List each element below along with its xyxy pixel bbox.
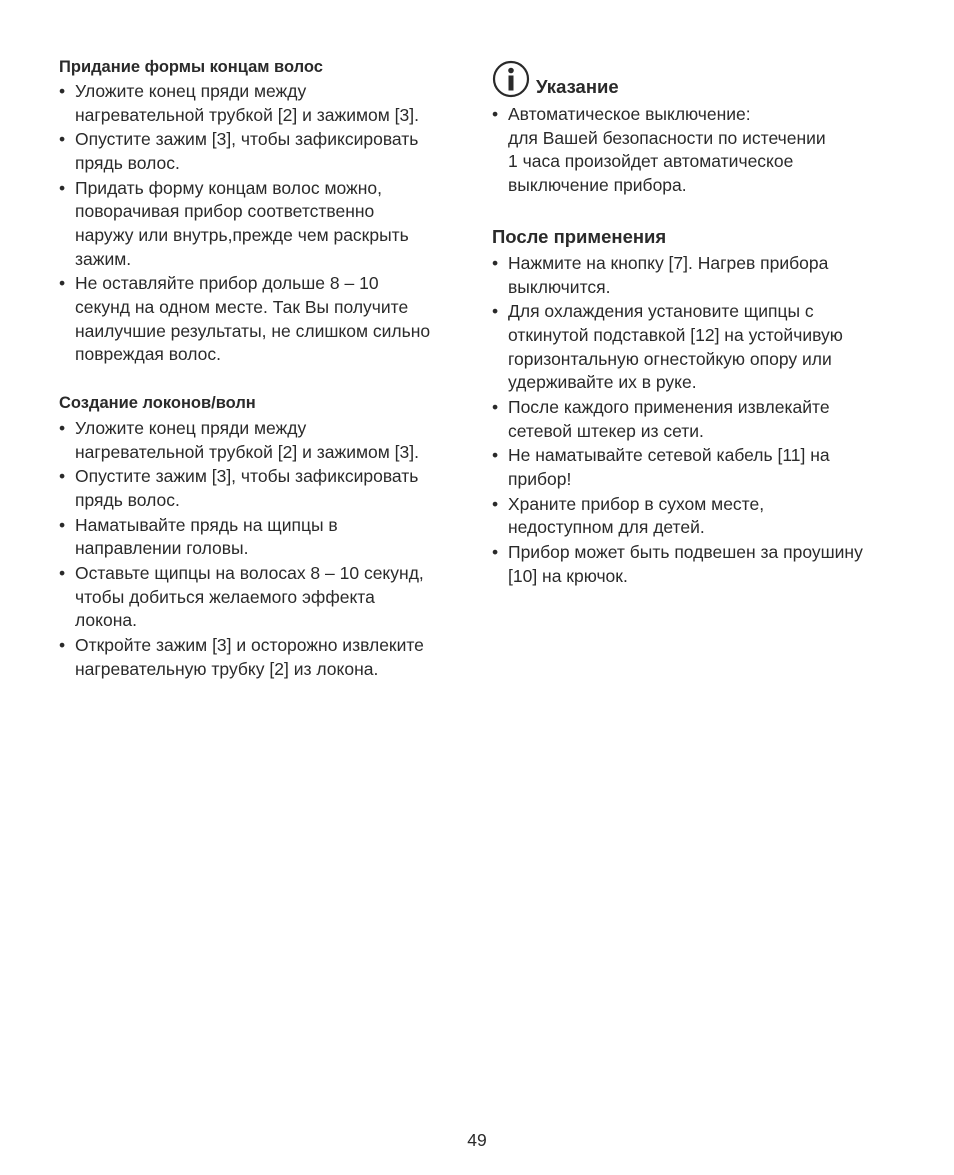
list-item xyxy=(59,177,469,271)
bullet-dot: • xyxy=(492,396,499,417)
list-item xyxy=(59,80,469,127)
bullet-list-hair-ends xyxy=(59,80,469,368)
list-item xyxy=(492,103,912,197)
note-title: Указание xyxy=(536,76,619,97)
list-item xyxy=(492,396,912,443)
list-item-text: Откройте зажим [3] и осторожно извлеките нагревательную трубку [2] из локона. xyxy=(75,635,424,679)
bullet-dot: • xyxy=(59,418,66,438)
bullet-dot: • xyxy=(492,542,499,563)
list-item xyxy=(59,562,469,633)
list-item-text: Опустите зажим [3], чтобы зафиксировать прядь волос. xyxy=(75,466,419,510)
list-item xyxy=(492,541,912,588)
list-item-text: Оставьте щипцы на волосах 8 – 10 секунд, чтобы добиться желаемого эффекта локона. xyxy=(75,563,424,631)
bullet-dot: • xyxy=(492,104,499,124)
list-item-text: Опустите зажим [3], чтобы зафиксировать прядь волос. xyxy=(75,129,419,173)
list-item xyxy=(59,272,469,366)
bullet-list-curls-waves xyxy=(59,417,469,682)
list-item-text: Не оставляйте прибор дольше 8 – 10 секунд на одном месте. Так Вы получите наилучшие результаты, не слишком сильно повреждая волос. xyxy=(75,273,431,365)
list-item xyxy=(59,634,469,681)
list-item xyxy=(492,493,912,540)
bullet-dot: • xyxy=(59,563,66,584)
bullet-dot: • xyxy=(59,177,66,198)
bullet-list-after-use xyxy=(492,252,912,589)
bullet-dot: • xyxy=(59,129,66,150)
section-title-after-use: После применения xyxy=(492,226,667,247)
bullet-dot: • xyxy=(492,445,499,466)
bullet-dot: • xyxy=(59,81,66,101)
list-item-text: Прибор может быть подвешен за проушину [10] на крючок. xyxy=(508,542,863,586)
note-bullet-list xyxy=(492,103,912,199)
list-item xyxy=(492,300,912,394)
list-item-text: Уложите конец пряди между нагревательной трубкой [2] и зажимом [3]. xyxy=(75,418,419,462)
list-item xyxy=(59,465,469,512)
bullet-dot: • xyxy=(492,493,499,514)
list-item-text: После каждого применения извлекайте сетевой штекер из сети. xyxy=(508,396,830,441)
section-title-hair-ends: Придание формы концам волос xyxy=(59,58,323,76)
bullet-dot: • xyxy=(59,466,66,487)
bullet-dot: • xyxy=(492,253,499,273)
list-item-text: Храните прибор в сухом месте, недоступном для детей. xyxy=(508,493,765,538)
bullet-dot: • xyxy=(492,301,499,322)
list-item-text: Автоматическое выключение: для Вашей безопасности по истечении 1 часа произойдет автоматическое выключение прибора. xyxy=(508,104,826,195)
page-number: 49 xyxy=(467,1130,487,1150)
bullet-dot: • xyxy=(59,273,66,294)
bullet-dot: • xyxy=(59,514,66,535)
list-item xyxy=(59,417,469,464)
list-item-text: Придать форму концам волос можно, поворачивая прибор соответственно наружу или внутрь,прежде чем раскрыть зажим. xyxy=(75,177,409,269)
info-icon xyxy=(492,60,530,98)
bullet-dot: • xyxy=(59,635,66,656)
list-item xyxy=(59,514,469,561)
list-item-text: Нажмите на кнопку [7]. Нагрев прибора выключится. xyxy=(508,253,829,297)
list-item-text: Уложите конец пряди между нагревательной трубкой [2] и зажимом [3]. xyxy=(75,81,419,125)
list-item-text: Наматывайте прядь на щипцы в направлении головы. xyxy=(75,514,338,559)
list-item-text: Для охлаждения установите щипцы с откинутой подставкой [12] на устойчивую горизонтальную огнестойкую опору или удерживайте их в руке. xyxy=(508,301,843,393)
list-item xyxy=(59,128,469,175)
list-item xyxy=(492,252,912,299)
section-title-curls-waves: Создание локонов/волн xyxy=(59,394,256,412)
list-item xyxy=(492,444,912,491)
list-item-text: Не наматывайте сетевой кабель [11] на прибор! xyxy=(508,445,830,489)
